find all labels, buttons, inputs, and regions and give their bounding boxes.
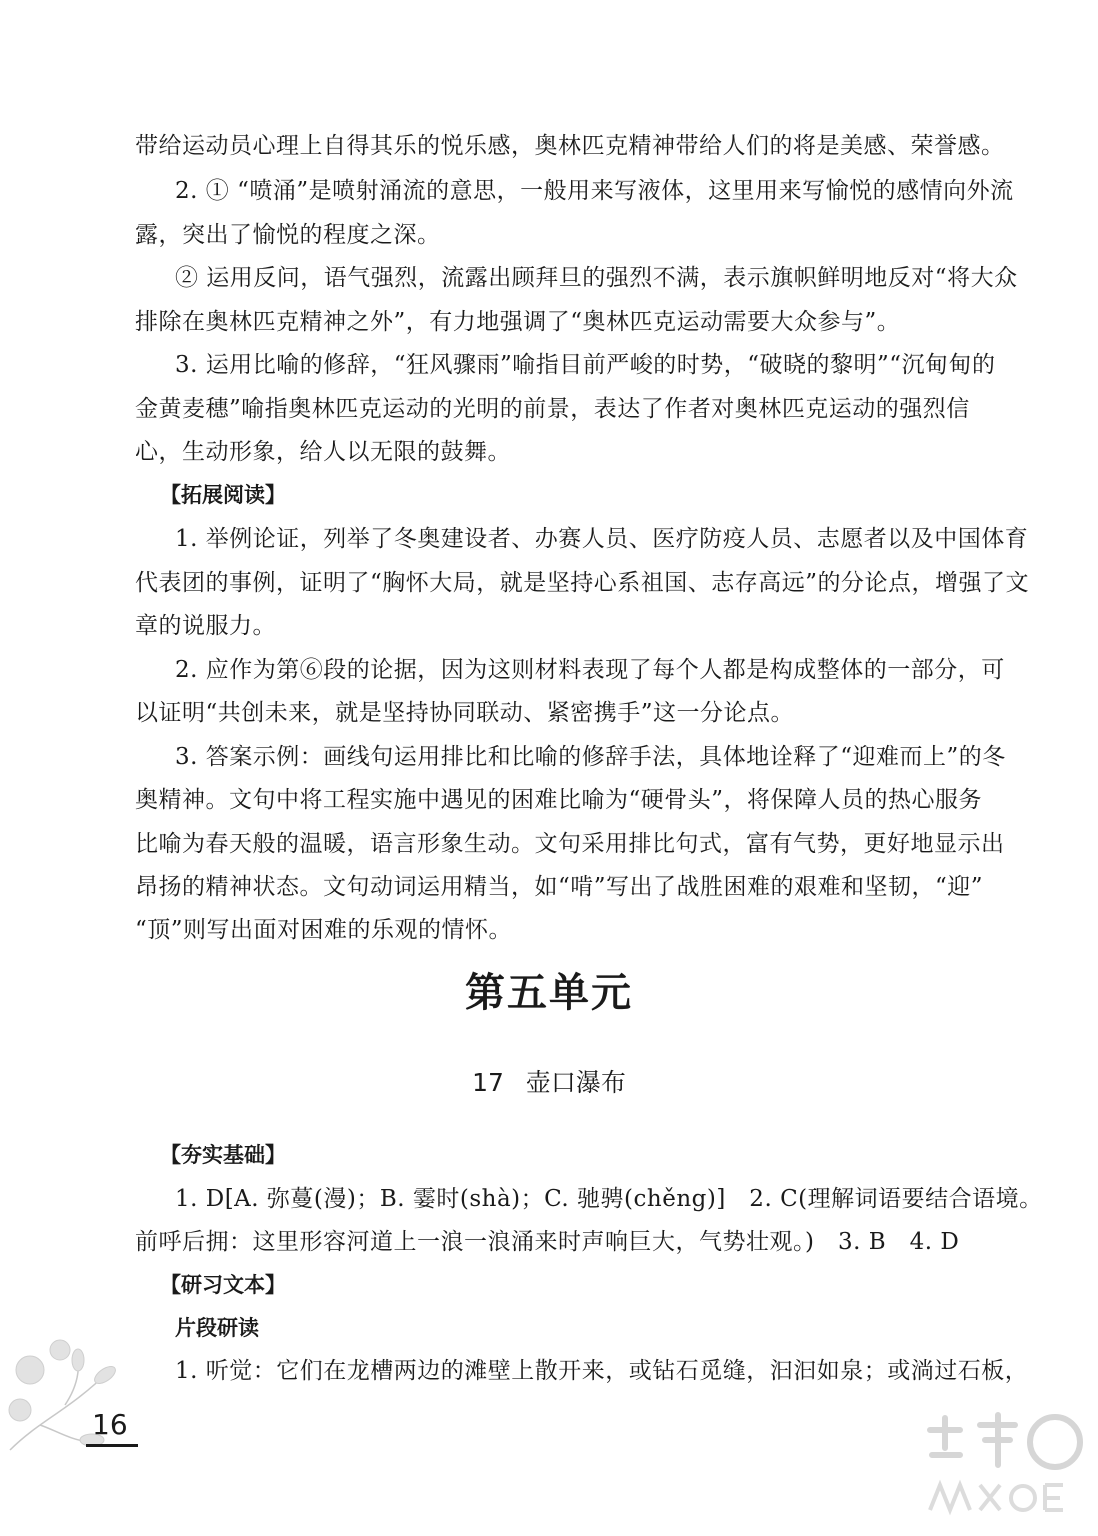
text-line: 露，突出了愉悦的程度之深。	[135, 222, 441, 248]
lesson-title	[0, 1066, 1098, 1100]
text-line: 2. ① “喷涌”是喷射涌流的意思，一般用来写液体，这里用来写愉悦的感情向外流	[175, 178, 1014, 204]
text-line: 金黄麦穗”喻指奥林匹克运动的光明的前景，表达了作者对奥林匹克运动的强烈信	[135, 396, 970, 422]
unit-title: 第五单元	[465, 970, 633, 1016]
text-line: 代表团的事例，证明了“胸怀大局，就是坚持心系祖国、志存高远”的分论点，增强了文	[135, 570, 1030, 596]
lesson-number: 17	[472, 1068, 504, 1097]
section-heading-tuozhan: 【拓展阅读】	[160, 483, 286, 507]
text-line: 章的说服力。	[135, 613, 276, 639]
text-line: 比喻为春天般的温暖，语言形象生动。文句采用排比句式，富有气势，更好地显示出	[135, 831, 1005, 857]
text-line: 3. 运用比喻的修辞，“狂风骤雨”喻指目前严峻的时势，“破晓的黎明”“沉甸甸的	[175, 352, 996, 378]
text-line: 奥精神。文句中将工程实施中遇见的困难比喻为“硬骨头”，将保障人员的热心服务	[135, 787, 983, 813]
text-line: 3. 答案示例：画线句运用排比和比喻的修辞手法，具体地诠释了“迎难而上”的冬	[175, 744, 1006, 770]
watermark-logo-icon	[920, 1410, 1090, 1530]
text-line: 昂扬的精神状态。文句动词运用精当，如“啃”写出了战胜困难的艰难和坚韧，“迎”	[135, 874, 984, 900]
text-line: 排除在奥林匹克精神之外”，有力地强调了“奥林匹克运动需要大众参与”。	[135, 309, 901, 335]
text-line: 带给运动员心理上自得其乐的悦乐感，奥林匹克精神带给人们的将是美感、荣誉感。	[135, 133, 1005, 159]
text-line: 前呼后拥：这里形容河道上一浪一浪涌来时声响巨大，气势壮观。) 3. B 4. D	[135, 1229, 960, 1255]
text-line: 1. 举例论证，列举了冬奥建设者、办赛人员、医疗防疫人员、志愿者以及中国体育	[175, 526, 1029, 552]
page-number-rule	[86, 1444, 138, 1447]
page-number: 16	[92, 1408, 128, 1441]
text-line: 心，生动形象，给人以无限的鼓舞。	[135, 439, 511, 465]
text-line: “顶”则写出面对困难的乐观的情怀。	[135, 917, 513, 943]
text-line: ② 运用反问，语气强烈，流露出顾拜旦的强烈不满，表示旗帜鲜明地反对“将大众	[175, 265, 1018, 291]
subsection-heading: 片段研读	[175, 1316, 259, 1340]
section-heading-hangshi: 【夯实基础】	[160, 1143, 286, 1167]
text-line: 1. 听觉：它们在龙槽两边的滩壁上散开来，或钻石觅缝，汩汩如泉；或淌过石板，	[175, 1358, 1029, 1384]
text-line: 2. 应作为第⑥段的论据，因为这则材料表现了每个人都是构成整体的一部分，可	[175, 657, 1005, 683]
text-line: 1. D[A. 弥蔓(漫)；B. 霎时(shà)；C. 驰骋(chěng)] 2. C(理解词语要结合语境。	[175, 1186, 1043, 1212]
section-heading-yanxi: 【研习文本】	[160, 1273, 286, 1297]
text-line: 以证明“共创未来，就是坚持协同联动、紧密携手”这一分论点。	[135, 700, 795, 726]
lesson-name: 壶口瀑布	[525, 1068, 626, 1097]
